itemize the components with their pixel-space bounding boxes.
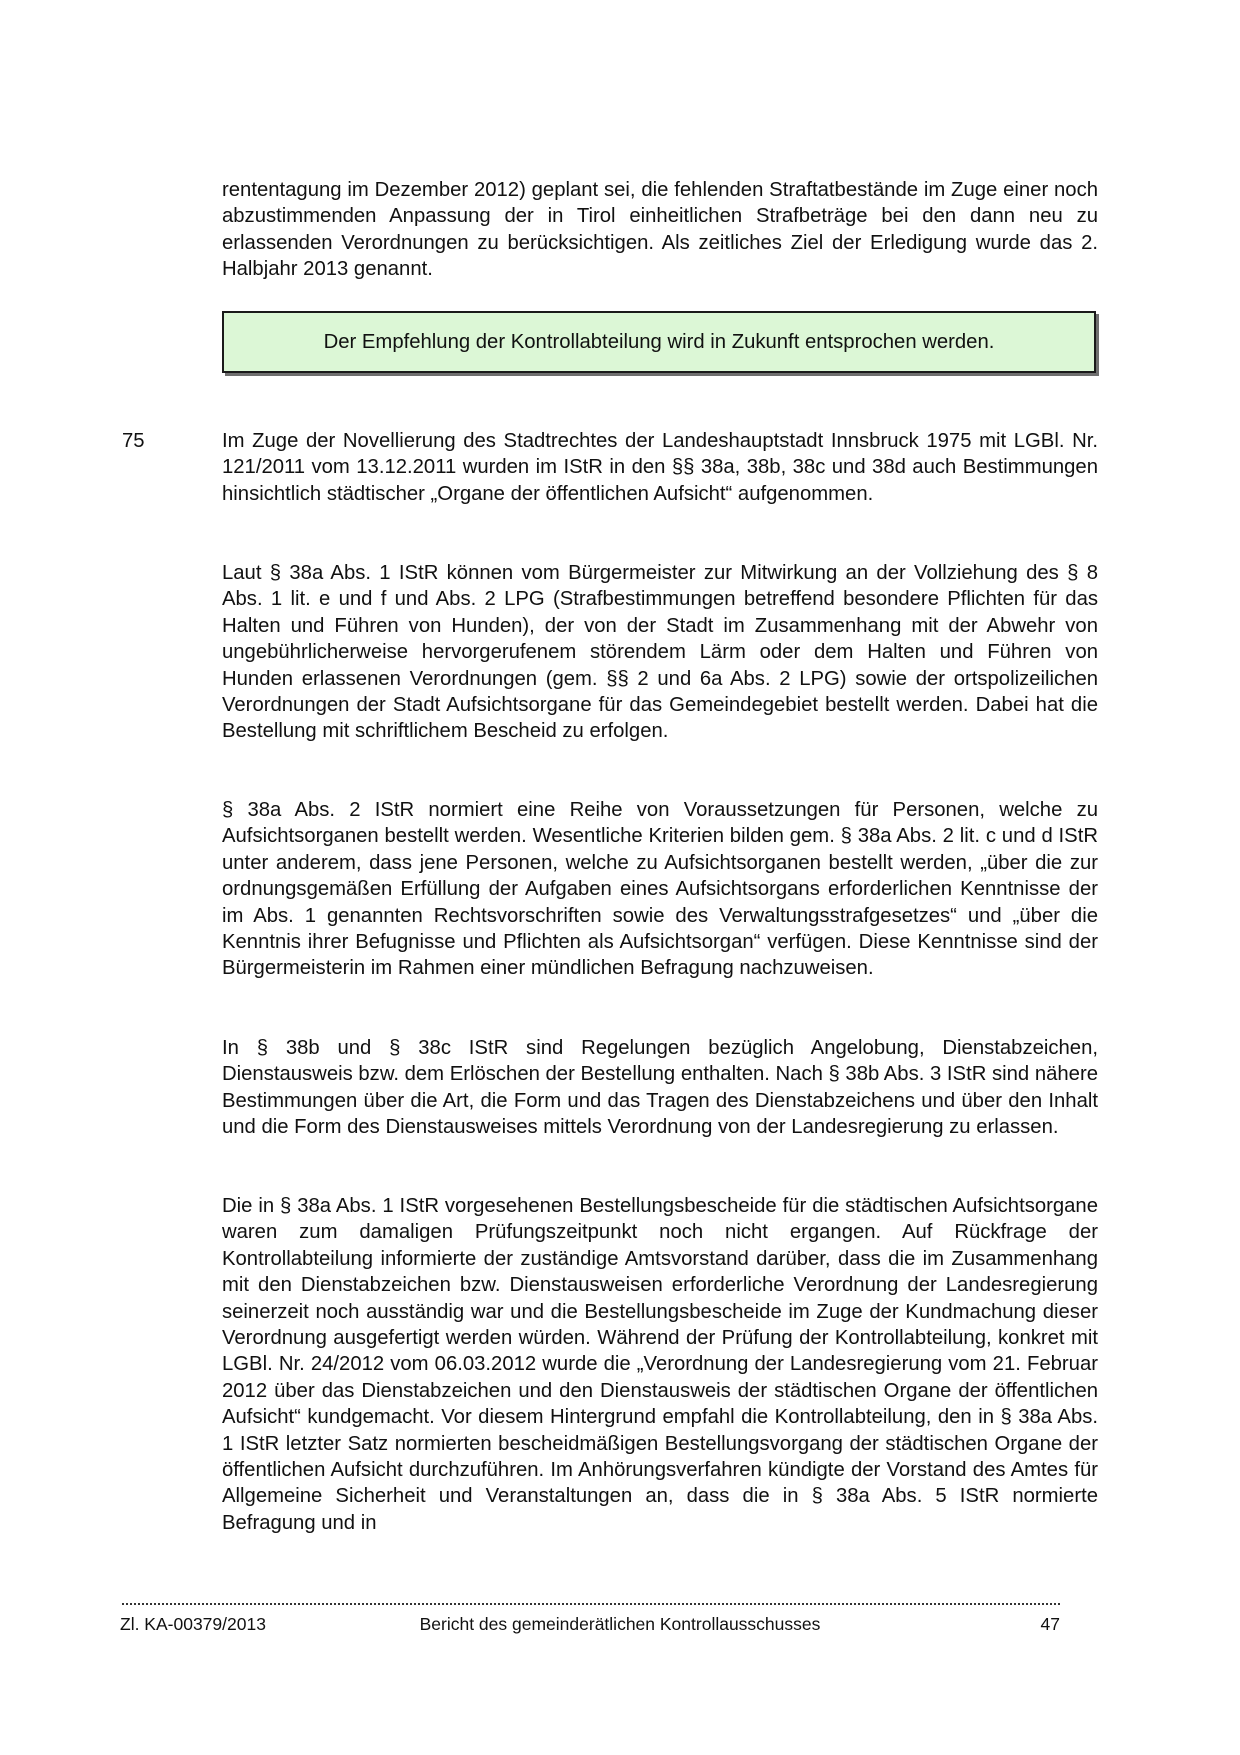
paragraph-5: Die in § 38a Abs. 1 IStR vorgesehenen Bestellungsbescheide für die städtischen Aufsichtsorgane waren zum damaligen Prüfungszeitpunkt noch nicht ergangen. Auf Rückfrage der Kontrollabteilung informierte der zuständige Amtsvorstand darüber, dass die im Zusammenhang mit den Dienstabzeichen bzw. Dienstausweisen erforderliche Verordnung der Landesregierung seinerzeit noch ausständig war und die Bestellungsbescheide im Zuge der Kundmachung dieser Verordnung ausgefertigt werden würden. Während der Prüfung der Kontrollabteilung, konkret mit LGBl. Nr. 24/2012 vom 06.03.2012 wurde die „Verordnung der Landesregierung vom 21. Februar 2012 über das Dienstabzeichen und den Dienstausweis der städtischen Organe der öffentlichen Aufsicht“ kundgemacht. Vor diesem Hintergrund empfahl die Kontrollabteilung, den in § 38a Abs. 1 IStR letzter Satz normierten bescheidmäßigen Bestellungsvorgang der städtischen Organe der öffentlichen Aufsicht durchzuführen. Im Anhörungsverfahren kündigte der Vorstand des Amtes für Allgemeine Sicherheit und Veranstaltungen an, dass die in § 38a Abs. 5 IStR normierte Befragung und in <box>222 1195 1098 1534</box>
paragraph-4: In § 38b und § 38c IStR sind Regelungen bezüglich Angelobung, Dienstabzeichen, Dienstausweis bzw. dem Erlöschen der Bestellung enthalten. Nach § 38b Abs. 3 IStR sind nähere Bestimmungen über die Art, die Form und das Tragen des Dienstabzeichens und über den Inhalt und die Form des Dienstausweises mittels Verordnung von der Landesregierung zu erlassen. <box>222 1037 1098 1139</box>
paragraph-3: § 38a Abs. 2 IStR normiert eine Reihe von Voraussetzungen für Personen, welche zu Aufsichtsorganen bestellt werden. Wesentliche Kriterien bilden gem. § 38a Abs. 2 lit. c und d IStR unter anderem, dass jene Personen, welche zu Aufsichtsorganen bestellt werden, „über die zur ordnungsgemäßen Erfüllung der Aufgaben eines Aufsichtsorgans erforderlichen Kenntnisse der im Abs. 1 genannten Rechtsvorschriften sowie des Verwaltungsstrafgesetzes“ und „über die Kenntnis ihrer Befugnisse und Pflichten als Aufsichtsorgan“ verfügen. Diese Kenntnisse sind der Bürgermeisterin im Rahmen einer mündlichen Befragung nachzuweisen. <box>222 799 1098 980</box>
footer-reference: Zl. KA-00379/2013 <box>120 1614 266 1634</box>
footer-divider <box>122 1603 1060 1605</box>
section-number: 75 <box>122 430 145 452</box>
recommendation-box <box>222 311 1096 373</box>
paragraph-1: Im Zuge der Novellierung des Stadtrechtes der Landeshauptstadt Innsbruck 1975 mit LGBl. Nr. 121/2011 vom 13.12.2011 wurden im IStR in den §§ 38a, 38b, 38c und 38d auch Bestimmungen hinsichtlich städtischer „Organe der öffentlichen Aufsicht“ aufgenommen. <box>222 430 1098 505</box>
footer-title: Bericht des gemeinderätlichen Kontrollausschusses <box>419 1614 821 1634</box>
intro-paragraph: rententagung im Dezember 2012) geplant sei, die fehlenden Straftatbestände im Zuge einer noch abzustimmenden Anpassung der in Tirol einheitlichen Strafbeträge bei den dann neu zu erlassenden Verordnungen zu berücksichtigen. Als zeitliches Ziel der Erledigung wurde das 2. Halbjahr 2013 genannt. <box>222 179 1098 281</box>
recommendation-text: Der Empfehlung der Kontrollabteilung wird in Zukunft entsprochen werden. <box>323 330 995 353</box>
paragraph-2: Laut § 38a Abs. 1 IStR können vom Bürgermeister zur Mitwirkung an der Vollziehung des § 8 Abs. 1 lit. e und f und Abs. 2 LPG (Strafbestimmungen betreffend besondere Pflichten für das Halten und Führen von Hunden), der von der Stadt im Zusammenhang mit der Abwehr von ungebührlicherweise hervorgerufenem störendem Lärm oder dem Halten und Führen von Hunden erlassenen Verordnungen (gem. §§ 2 und 6a Abs. 2 LPG) sowie der ortspolizeilichen Verordnungen der Stadt Aufsichtsorgane für das Gemeindegebiet bestellt werden. Dabei hat die Bestellung mit schriftlichem Bescheid zu erfolgen. <box>222 562 1098 743</box>
page-number: 47 <box>1040 1614 1060 1634</box>
